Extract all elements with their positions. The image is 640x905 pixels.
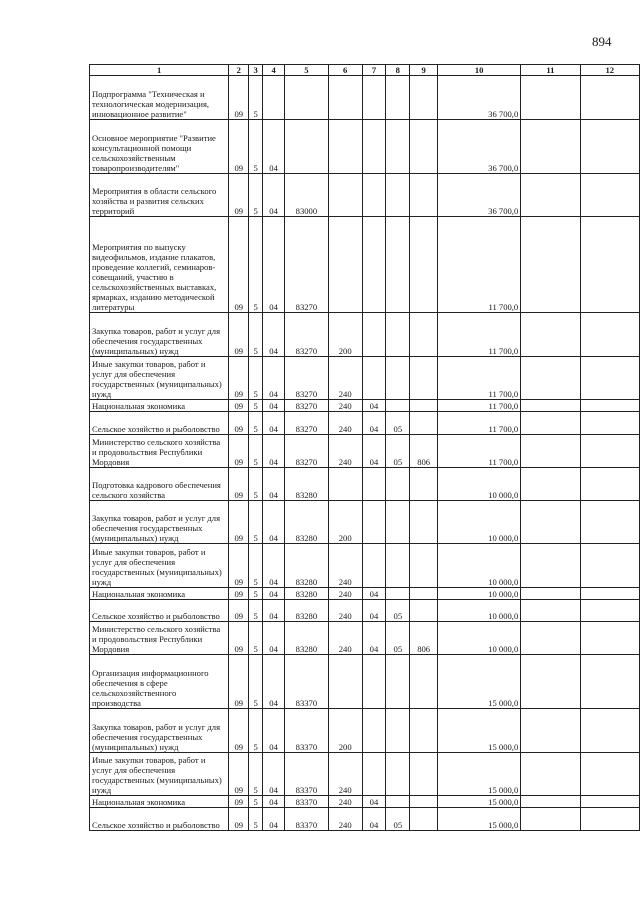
- cell-col-2: 09: [229, 412, 249, 435]
- cell-col-6: 200: [328, 500, 362, 544]
- cell-col-6: 240: [328, 400, 362, 412]
- cell-col-4: 04: [263, 434, 285, 467]
- cell-col-3: 5: [249, 434, 263, 467]
- cell-col-4: 04: [263, 752, 285, 796]
- cell-col-11: [521, 587, 580, 599]
- cell-col-12: [580, 752, 639, 796]
- cell-col-6: 240: [328, 752, 362, 796]
- cell-col-9: [410, 412, 438, 435]
- cell-col-8: [386, 655, 410, 709]
- cell-col-9: [410, 544, 438, 588]
- cell-col-4: 04: [263, 119, 285, 173]
- cell-col-11: [521, 412, 580, 435]
- table-row: [90, 752, 640, 796]
- cell-col-11: [521, 313, 580, 357]
- cell-col-4: 04: [263, 500, 285, 544]
- cell-col-8: [386, 173, 410, 217]
- cell-col-2: 09: [229, 400, 249, 412]
- amount-cell: 15 000,0: [438, 752, 521, 796]
- table-row: [90, 217, 640, 313]
- cell-col-6: 200: [328, 313, 362, 357]
- cell-col-3: 5: [249, 808, 263, 831]
- cell-col-3: 5: [249, 313, 263, 357]
- cell-col-9: [410, 808, 438, 831]
- cell-col-3: 5: [249, 400, 263, 412]
- cell-col-5: 83270: [285, 313, 329, 357]
- amount-cell: 11 700,0: [438, 313, 521, 357]
- cell-col-6: [328, 173, 362, 217]
- cell-col-4: 04: [263, 400, 285, 412]
- cell-col-4: 04: [263, 544, 285, 588]
- cell-col-7: 04: [362, 622, 386, 655]
- amount-cell: 15 000,0: [438, 655, 521, 709]
- amount-cell: 10 000,0: [438, 622, 521, 655]
- cell-col-11: [521, 622, 580, 655]
- row-name-cell: Сельское хозяйство и рыболовство: [90, 808, 229, 831]
- column-header: 9: [410, 65, 438, 76]
- cell-col-9: [410, 599, 438, 622]
- cell-col-2: 09: [229, 587, 249, 599]
- column-header: 1: [90, 65, 229, 76]
- amount-cell: 11 700,0: [438, 412, 521, 435]
- cell-col-4: 04: [263, 655, 285, 709]
- cell-col-5: 83370: [285, 752, 329, 796]
- cell-col-12: [580, 622, 639, 655]
- cell-col-11: [521, 752, 580, 796]
- cell-col-4: 04: [263, 173, 285, 217]
- cell-col-2: 09: [229, 796, 249, 808]
- row-name-cell: Министерство сельского хозяйства и продовольствия Республики Мордовия: [90, 434, 229, 467]
- cell-col-2: 09: [229, 655, 249, 709]
- cell-col-11: [521, 434, 580, 467]
- table-row: [90, 173, 640, 217]
- cell-col-8: 05: [386, 599, 410, 622]
- cell-col-6: [328, 119, 362, 173]
- cell-col-3: 5: [249, 587, 263, 599]
- column-header: 6: [328, 65, 362, 76]
- cell-col-4: 04: [263, 467, 285, 500]
- row-name-cell: Иные закупки товаров, работ и услуг для обеспечения государственных (муниципальных) нужд: [90, 356, 229, 400]
- cell-col-6: [328, 76, 362, 120]
- cell-col-4: 04: [263, 599, 285, 622]
- cell-col-9: [410, 587, 438, 599]
- table-row: [90, 599, 640, 622]
- cell-col-7: 04: [362, 587, 386, 599]
- row-name-cell: Сельское хозяйство и рыболовство: [90, 412, 229, 435]
- cell-col-8: [386, 313, 410, 357]
- page-number: 894: [592, 34, 612, 49]
- cell-col-5: 83280: [285, 587, 329, 599]
- cell-col-7: 04: [362, 808, 386, 831]
- row-name-cell: Мероприятия по выпуску видеофильмов, издание плакатов, проведение коллегий, семинаров-совещаний, участию в сельскохозяйственных выставках, ярмарках, изданию методической литературы: [90, 217, 229, 313]
- cell-col-5: 83370: [285, 655, 329, 709]
- cell-col-3: 5: [249, 655, 263, 709]
- cell-col-6: 240: [328, 796, 362, 808]
- cell-col-8: [386, 544, 410, 588]
- cell-col-2: 09: [229, 500, 249, 544]
- cell-col-4: 04: [263, 709, 285, 753]
- cell-col-11: [521, 655, 580, 709]
- cell-col-2: 09: [229, 313, 249, 357]
- row-name-cell: Закупка товаров, работ и услуг для обеспечения государственных (муниципальных) нужд: [90, 313, 229, 357]
- table-row: [90, 313, 640, 357]
- cell-col-4: 04: [263, 796, 285, 808]
- cell-col-3: 5: [249, 500, 263, 544]
- cell-col-3: 5: [249, 599, 263, 622]
- table-row: [90, 434, 640, 467]
- cell-col-11: [521, 599, 580, 622]
- cell-col-2: 09: [229, 356, 249, 400]
- cell-col-8: [386, 709, 410, 753]
- cell-col-4: 04: [263, 412, 285, 435]
- column-header: 11: [521, 65, 580, 76]
- cell-col-3: 5: [249, 173, 263, 217]
- cell-col-9: [410, 400, 438, 412]
- cell-col-7: [362, 500, 386, 544]
- cell-col-7: [362, 76, 386, 120]
- cell-col-8: [386, 76, 410, 120]
- cell-col-6: [328, 655, 362, 709]
- cell-col-7: [362, 544, 386, 588]
- cell-col-4: 04: [263, 622, 285, 655]
- cell-col-7: [362, 173, 386, 217]
- cell-col-8: 05: [386, 412, 410, 435]
- cell-col-9: [410, 796, 438, 808]
- table-row: [90, 796, 640, 808]
- cell-col-9: [410, 356, 438, 400]
- cell-col-11: [521, 400, 580, 412]
- cell-col-12: [580, 655, 639, 709]
- amount-cell: 36 700,0: [438, 119, 521, 173]
- amount-cell: 15 000,0: [438, 709, 521, 753]
- cell-col-7: [362, 752, 386, 796]
- budget-table: [89, 64, 640, 831]
- cell-col-3: 5: [249, 467, 263, 500]
- cell-col-7: [362, 313, 386, 357]
- cell-col-9: [410, 467, 438, 500]
- cell-col-9: [410, 217, 438, 313]
- cell-col-6: 240: [328, 434, 362, 467]
- cell-col-5: 83270: [285, 356, 329, 400]
- cell-col-5: 83280: [285, 500, 329, 544]
- cell-col-7: 04: [362, 599, 386, 622]
- cell-col-5: [285, 119, 329, 173]
- cell-col-2: 09: [229, 752, 249, 796]
- cell-col-12: [580, 587, 639, 599]
- cell-col-5: 83270: [285, 434, 329, 467]
- cell-col-7: [362, 467, 386, 500]
- cell-col-6: 240: [328, 808, 362, 831]
- cell-col-9: [410, 76, 438, 120]
- cell-col-6: 240: [328, 587, 362, 599]
- column-header: 7: [362, 65, 386, 76]
- cell-col-4: 04: [263, 313, 285, 357]
- column-header: 3: [249, 65, 263, 76]
- cell-col-3: 5: [249, 217, 263, 313]
- cell-col-11: [521, 467, 580, 500]
- cell-col-5: 83370: [285, 808, 329, 831]
- column-header: 12: [580, 65, 639, 76]
- table-row: [90, 356, 640, 400]
- row-name-cell: Иные закупки товаров, работ и услуг для обеспечения государственных (муниципальных) нужд: [90, 544, 229, 588]
- table-row: [90, 119, 640, 173]
- cell-col-3: 5: [249, 76, 263, 120]
- cell-col-3: 5: [249, 752, 263, 796]
- row-name-cell: Организация информационного обеспечения в сфере сельскохозяйственного производства: [90, 655, 229, 709]
- column-header: 4: [263, 65, 285, 76]
- cell-col-5: 83370: [285, 796, 329, 808]
- amount-cell: 10 000,0: [438, 599, 521, 622]
- cell-col-4: 04: [263, 587, 285, 599]
- table-row: [90, 808, 640, 831]
- cell-col-8: [386, 587, 410, 599]
- cell-col-6: 240: [328, 622, 362, 655]
- row-name-cell: Закупка товаров, работ и услуг для обеспечения государственных (муниципальных) нужд: [90, 709, 229, 753]
- cell-col-2: 09: [229, 622, 249, 655]
- cell-col-3: 5: [249, 544, 263, 588]
- cell-col-8: [386, 500, 410, 544]
- row-name-cell: Сельское хозяйство и рыболовство: [90, 599, 229, 622]
- cell-col-2: 09: [229, 599, 249, 622]
- table-row: [90, 500, 640, 544]
- cell-col-2: 09: [229, 217, 249, 313]
- cell-col-8: [386, 752, 410, 796]
- cell-col-12: [580, 76, 639, 120]
- cell-col-8: 05: [386, 808, 410, 831]
- cell-col-12: [580, 313, 639, 357]
- cell-col-2: 09: [229, 544, 249, 588]
- cell-col-12: [580, 467, 639, 500]
- cell-col-8: [386, 356, 410, 400]
- cell-col-12: [580, 808, 639, 831]
- cell-col-6: 240: [328, 599, 362, 622]
- cell-col-12: [580, 500, 639, 544]
- cell-col-3: 5: [249, 412, 263, 435]
- cell-col-5: [285, 76, 329, 120]
- cell-col-8: [386, 217, 410, 313]
- cell-col-5: 83270: [285, 400, 329, 412]
- cell-col-8: 05: [386, 434, 410, 467]
- cell-col-12: [580, 400, 639, 412]
- amount-cell: 10 000,0: [438, 544, 521, 588]
- cell-col-9: [410, 500, 438, 544]
- amount-cell: 15 000,0: [438, 808, 521, 831]
- amount-cell: 11 700,0: [438, 400, 521, 412]
- cell-col-5: 83280: [285, 544, 329, 588]
- cell-col-9: [410, 655, 438, 709]
- cell-col-3: 5: [249, 356, 263, 400]
- cell-col-5: 83270: [285, 412, 329, 435]
- cell-col-12: [580, 356, 639, 400]
- cell-col-11: [521, 217, 580, 313]
- amount-cell: 10 000,0: [438, 467, 521, 500]
- cell-col-8: [386, 467, 410, 500]
- table-header-row: [90, 65, 640, 76]
- cell-col-4: 04: [263, 217, 285, 313]
- amount-cell: 36 700,0: [438, 173, 521, 217]
- cell-col-12: [580, 434, 639, 467]
- cell-col-8: 05: [386, 622, 410, 655]
- cell-col-6: [328, 217, 362, 313]
- cell-col-11: [521, 544, 580, 588]
- amount-cell: 15 000,0: [438, 796, 521, 808]
- table-row: [90, 709, 640, 753]
- cell-col-7: [362, 119, 386, 173]
- cell-col-11: [521, 76, 580, 120]
- cell-col-5: 83280: [285, 599, 329, 622]
- table-row: [90, 587, 640, 599]
- row-name-cell: Подпрограмма "Техническая и технологическая модернизация, инновационное развитие": [90, 76, 229, 120]
- cell-col-6: 240: [328, 544, 362, 588]
- cell-col-9: [410, 173, 438, 217]
- cell-col-4: [263, 76, 285, 120]
- cell-col-2: 09: [229, 434, 249, 467]
- amount-cell: 36 700,0: [438, 76, 521, 120]
- cell-col-5: 83270: [285, 217, 329, 313]
- cell-col-11: [521, 173, 580, 217]
- cell-col-9: 806: [410, 622, 438, 655]
- row-name-cell: Министерство сельского хозяйства и продовольствия Республики Мордовия: [90, 622, 229, 655]
- cell-col-6: 240: [328, 356, 362, 400]
- cell-col-12: [580, 173, 639, 217]
- row-name-cell: Закупка товаров, работ и услуг для обеспечения государственных (муниципальных) нужд: [90, 500, 229, 544]
- column-header: 10: [438, 65, 521, 76]
- cell-col-2: 09: [229, 173, 249, 217]
- cell-col-7: [362, 655, 386, 709]
- amount-cell: 11 700,0: [438, 217, 521, 313]
- row-name-cell: Иные закупки товаров, работ и услуг для обеспечения государственных (муниципальных) нужд: [90, 752, 229, 796]
- cell-col-11: [521, 356, 580, 400]
- cell-col-3: 5: [249, 119, 263, 173]
- amount-cell: 11 700,0: [438, 356, 521, 400]
- cell-col-12: [580, 217, 639, 313]
- table-row: [90, 412, 640, 435]
- cell-col-11: [521, 119, 580, 173]
- row-name-cell: Национальная экономика: [90, 796, 229, 808]
- amount-cell: 11 700,0: [438, 434, 521, 467]
- cell-col-4: 04: [263, 356, 285, 400]
- cell-col-7: 04: [362, 796, 386, 808]
- row-name-cell: Мероприятия в области сельского хозяйства и развития сельских территорий: [90, 173, 229, 217]
- table-row: [90, 76, 640, 120]
- cell-col-11: [521, 808, 580, 831]
- column-header: 5: [285, 65, 329, 76]
- cell-col-11: [521, 709, 580, 753]
- cell-col-9: [410, 119, 438, 173]
- cell-col-2: 09: [229, 709, 249, 753]
- row-name-cell: Национальная экономика: [90, 400, 229, 412]
- cell-col-11: [521, 796, 580, 808]
- cell-col-12: [580, 599, 639, 622]
- cell-col-6: [328, 467, 362, 500]
- cell-col-12: [580, 709, 639, 753]
- cell-col-9: [410, 709, 438, 753]
- cell-col-3: 5: [249, 796, 263, 808]
- cell-col-4: 04: [263, 808, 285, 831]
- cell-col-5: 83370: [285, 709, 329, 753]
- cell-col-7: 04: [362, 434, 386, 467]
- cell-col-8: [386, 400, 410, 412]
- cell-col-11: [521, 500, 580, 544]
- cell-col-7: 04: [362, 400, 386, 412]
- amount-cell: 10 000,0: [438, 500, 521, 544]
- amount-cell: 10 000,0: [438, 587, 521, 599]
- cell-col-7: [362, 709, 386, 753]
- cell-col-2: 09: [229, 76, 249, 120]
- cell-col-3: 5: [249, 709, 263, 753]
- row-name-cell: Подготовка кадрового обеспечения сельского хозяйства: [90, 467, 229, 500]
- cell-col-2: 09: [229, 119, 249, 173]
- cell-col-5: 83280: [285, 622, 329, 655]
- cell-col-12: [580, 412, 639, 435]
- table-row: [90, 544, 640, 588]
- cell-col-7: [362, 217, 386, 313]
- cell-col-12: [580, 119, 639, 173]
- cell-col-8: [386, 796, 410, 808]
- cell-col-5: 83280: [285, 467, 329, 500]
- cell-col-9: [410, 752, 438, 796]
- cell-col-2: 09: [229, 808, 249, 831]
- column-header: 2: [229, 65, 249, 76]
- cell-col-3: 5: [249, 622, 263, 655]
- cell-col-12: [580, 544, 639, 588]
- column-header: 8: [386, 65, 410, 76]
- table-row: [90, 400, 640, 412]
- table-row: [90, 467, 640, 500]
- cell-col-8: [386, 119, 410, 173]
- cell-col-12: [580, 796, 639, 808]
- cell-col-6: 240: [328, 412, 362, 435]
- table-row: [90, 655, 640, 709]
- table-row: [90, 622, 640, 655]
- row-name-cell: Национальная экономика: [90, 587, 229, 599]
- cell-col-7: 04: [362, 412, 386, 435]
- cell-col-9: [410, 313, 438, 357]
- row-name-cell: Основное мероприятие "Развитие консультационной помощи сельскохозяйственным товаропроизводителям": [90, 119, 229, 173]
- cell-col-7: [362, 356, 386, 400]
- cell-col-5: 83000: [285, 173, 329, 217]
- cell-col-2: 09: [229, 467, 249, 500]
- cell-col-6: 200: [328, 709, 362, 753]
- cell-col-9: 806: [410, 434, 438, 467]
